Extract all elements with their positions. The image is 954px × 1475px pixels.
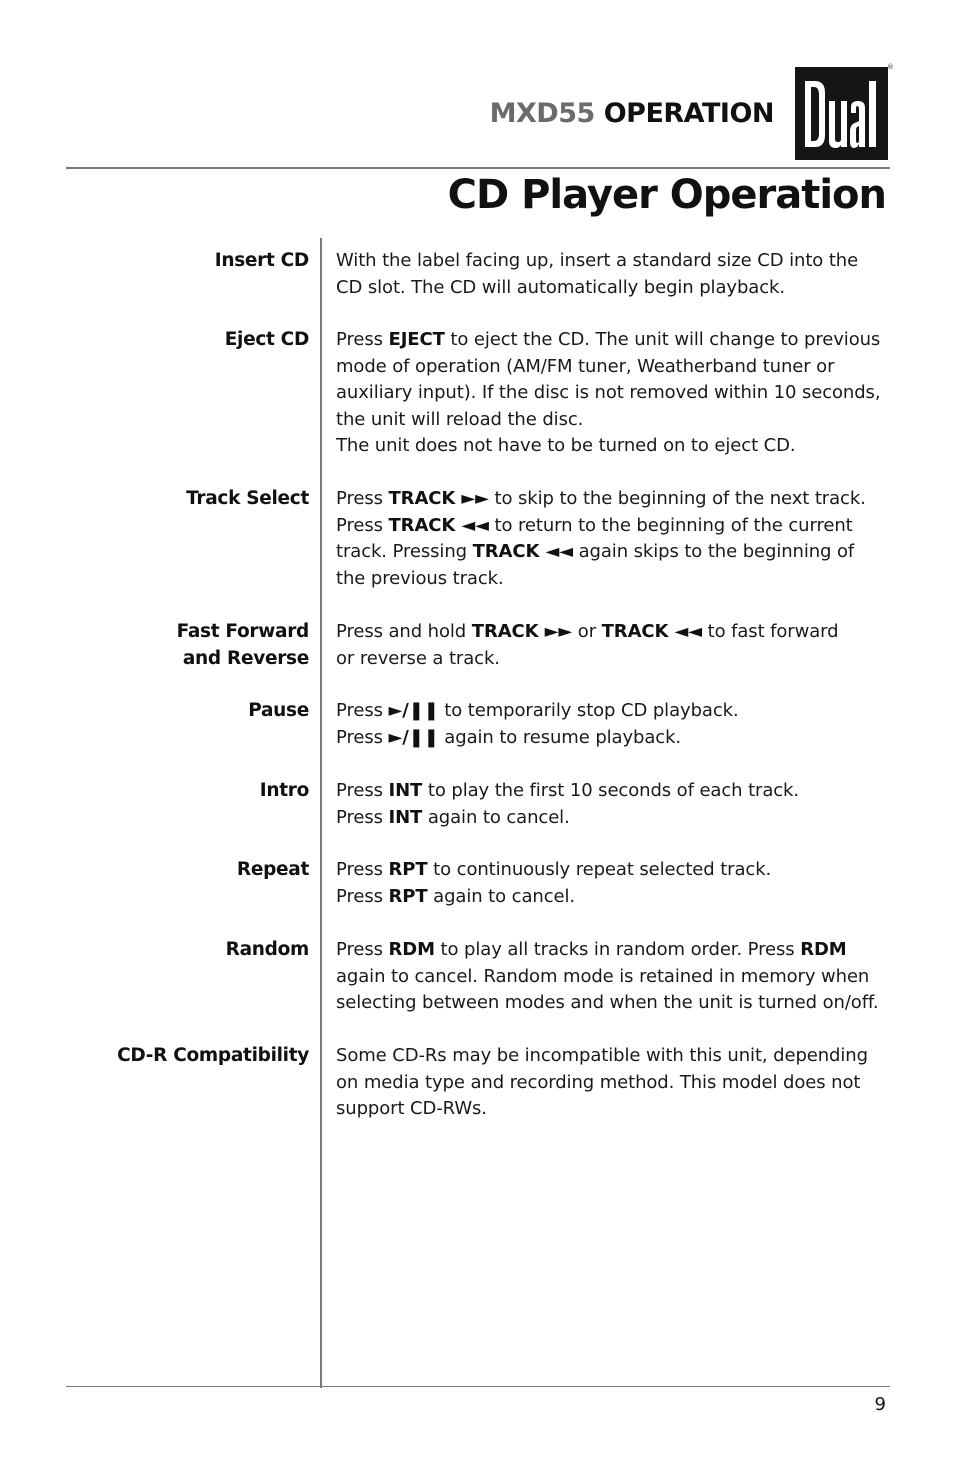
description-line xyxy=(336,433,896,460)
top-rule xyxy=(66,167,890,169)
description-line xyxy=(336,646,896,673)
model-name: MXD55 xyxy=(489,98,595,129)
description-line xyxy=(336,778,896,805)
description-line xyxy=(336,884,896,911)
button-name: TRACK ◄◄ xyxy=(388,514,489,536)
column-divider xyxy=(320,238,322,1388)
description-text: the previous track. xyxy=(336,567,504,589)
button-name: TRACK ◄◄ xyxy=(472,541,573,562)
button-name: RDM xyxy=(800,939,847,960)
description-text: on media type and recording method. This model does not xyxy=(336,1071,861,1093)
description-text: auxiliary input). If the disc is not removed within 10 seconds, xyxy=(336,382,881,403)
description-line xyxy=(336,857,896,884)
button-name: INT xyxy=(388,780,423,801)
description-line xyxy=(336,990,896,1017)
description-text: Press and hold xyxy=(336,621,472,642)
button-name: TRACK ►► xyxy=(388,488,489,509)
button-name: RDM xyxy=(388,939,435,960)
dual-logo-mark xyxy=(795,67,888,160)
section-description xyxy=(336,857,896,910)
section-term-line: Intro xyxy=(259,780,309,801)
description-text: or xyxy=(572,621,602,642)
section-term-line: Insert CD xyxy=(214,250,309,271)
description-line xyxy=(336,407,896,434)
description-line xyxy=(336,566,896,593)
description-text: Press xyxy=(336,726,389,748)
button-name: TRACK ►► xyxy=(471,621,573,642)
page-title: CD Player Operation xyxy=(447,172,886,218)
description-line xyxy=(336,1043,896,1070)
section-description xyxy=(336,486,896,592)
description-text: again to cancel. xyxy=(427,885,575,907)
description-line xyxy=(336,380,896,407)
section-term xyxy=(49,857,309,884)
description-text: Press xyxy=(336,939,389,960)
description-text: Press xyxy=(336,329,389,350)
section-term xyxy=(49,486,309,513)
description-line xyxy=(336,725,896,752)
description-text: again skips to the beginning of xyxy=(572,541,855,562)
section-description xyxy=(336,327,896,460)
description-text: Press xyxy=(336,488,389,509)
description-text: Press xyxy=(336,780,389,801)
section-description xyxy=(336,778,896,831)
description-text: to play all tracks in random order. Press xyxy=(434,939,801,960)
description-text: to play the first 10 seconds of each track. xyxy=(422,780,800,801)
description-line xyxy=(336,513,896,540)
description-line xyxy=(336,275,896,302)
section-term-line: CD-R Compatibility xyxy=(117,1045,309,1066)
section-description xyxy=(336,619,896,672)
description-text: again to cancel. Random mode is retained in memory when xyxy=(336,965,870,987)
section-term-line: and Reverse xyxy=(182,647,309,669)
description-text: selecting between modes and when the unit is turned on/off. xyxy=(336,992,879,1013)
header-title xyxy=(490,98,774,129)
description-text: Press xyxy=(336,859,389,880)
description-line xyxy=(336,327,896,354)
description-text: to temporarily stop CD playback. xyxy=(438,700,739,721)
description-text: Press xyxy=(336,806,389,828)
button-name: RPT xyxy=(388,885,428,907)
section-description xyxy=(336,937,896,1017)
section-description xyxy=(336,248,896,301)
section-term xyxy=(49,937,309,964)
section-term xyxy=(49,248,309,275)
description-line xyxy=(336,1096,896,1123)
description-line xyxy=(336,964,896,991)
description-text: With the label facing up, insert a standard size CD into the xyxy=(336,250,859,271)
description-text: to return to the beginning of the current xyxy=(488,514,853,536)
description-text: or reverse a track. xyxy=(336,647,500,669)
description-text: Press xyxy=(336,885,389,907)
description-text: to continuously repeat selected track. xyxy=(427,859,772,880)
section-term xyxy=(49,1043,309,1070)
description-text: to fast forward xyxy=(702,621,839,642)
description-text: Some CD-Rs may be incompatible with this unit, depending xyxy=(336,1045,868,1066)
description-text: mode of operation (AM/FM tuner, Weatherband tuner or xyxy=(336,355,835,377)
description-text: to skip to the beginning of the next track. xyxy=(488,488,866,509)
section-term-line: Eject CD xyxy=(224,329,309,350)
section-description xyxy=(336,698,896,751)
button-name: TRACK ◄◄ xyxy=(601,621,703,642)
description-text: The unit does not have to be turned on to eject CD. xyxy=(336,435,796,456)
operation-label: OPERATION xyxy=(603,98,774,129)
description-text: Press xyxy=(336,514,389,536)
section-description xyxy=(336,1043,896,1123)
bottom-rule xyxy=(66,1386,890,1387)
description-text: again to cancel. xyxy=(422,806,570,828)
button-name: INT xyxy=(388,806,423,828)
description-line xyxy=(336,619,896,646)
description-text: support CD-RWs. xyxy=(336,1098,487,1119)
description-line xyxy=(336,1070,896,1097)
description-line xyxy=(336,937,896,964)
section-term xyxy=(49,327,309,354)
page-number: 9 xyxy=(874,1394,886,1415)
description-text: CD slot. The CD will automatically begin playback. xyxy=(336,276,785,298)
button-name: ►/❚❚ xyxy=(388,700,439,721)
section-term-line: Random xyxy=(225,939,309,960)
section-term-line: Repeat xyxy=(236,859,309,880)
description-line xyxy=(336,486,896,513)
description-text: track. Pressing xyxy=(336,541,473,562)
description-line xyxy=(336,539,896,566)
description-text: again to resume playback. xyxy=(438,726,682,748)
section-term-line: Track Select xyxy=(186,488,309,509)
button-name: EJECT xyxy=(388,329,445,350)
registered-mark: ® xyxy=(887,63,894,71)
description-line xyxy=(336,805,896,832)
section-term-line: Pause xyxy=(248,700,309,721)
button-name: RPT xyxy=(388,859,428,880)
description-line xyxy=(336,248,896,275)
section-term xyxy=(49,698,309,725)
button-name: ►/❚❚ xyxy=(388,726,439,748)
description-text: to eject the CD. The unit will change to previous xyxy=(444,329,881,350)
description-text: Press xyxy=(336,700,389,721)
section-term xyxy=(49,619,309,672)
section-term-line: Fast Forward xyxy=(176,621,309,642)
section-term xyxy=(49,778,309,805)
description-line xyxy=(336,698,896,725)
description-text: the unit will reload the disc. xyxy=(336,408,584,430)
dual-logo xyxy=(795,63,894,160)
description-line xyxy=(336,354,896,381)
